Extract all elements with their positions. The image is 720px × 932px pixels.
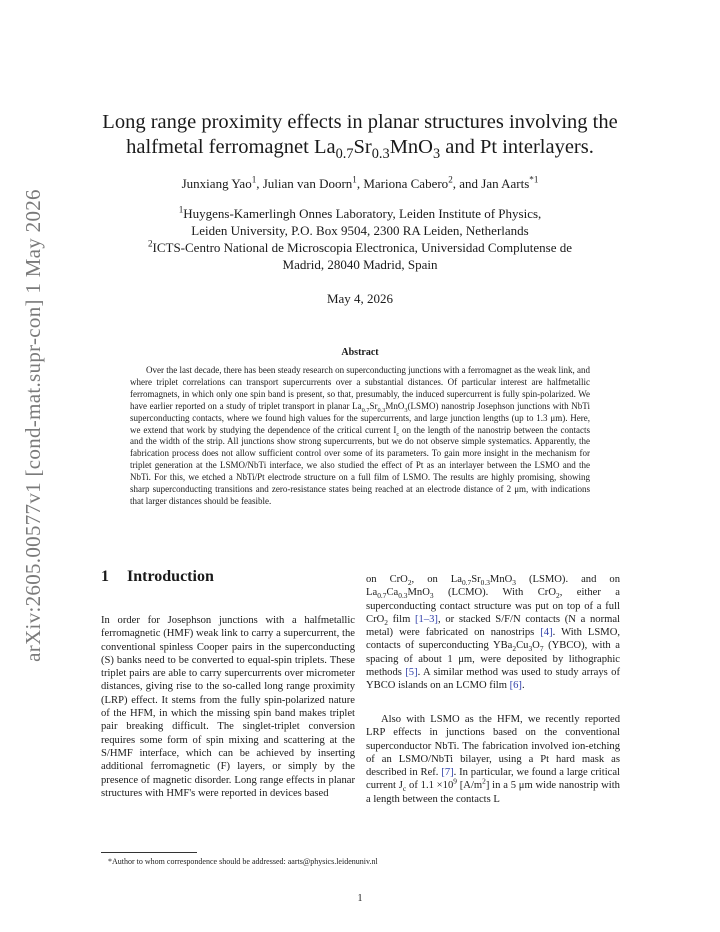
introduction-left-column: In order for Josephson junctions with a halfmetallic ferromagnetic (HMF) weak link to carry a supercurrent, the conventional spinless Cooper pairs in the superconducting (S) banks need to be converted to equal-spin triplets. These triplet pairs are able to carry supercurrents over micrometer distances, giving rise to the so-called long range proximity (LRP) effect. It stems from the fully spin-polarized nature of the HFM, in which the missing spin band makes triplet pair breaking difficult. The singlet-triplet conversion requires some form of spin mixing and scattering at the S/HMF interface, which can be achieved by inserting additional ferromagnetic (F) layers, or simply by the presence of magnetic disorder. Long range effects in planar structures with HMF's were reported in devices based <box>101 615 355 799</box>
introduction-right-paragraph-2: Also with LSMO as the HFM, we recently reported LRP effects in junctions based on the conventional superconductor NbTi. The fabrication involved ion-etching of an LSMO/NbTi bilayer, using a Pt hard mask as described in Ref. [7]. In particular, we found a large critical current $J_c$ of $1.1 \times 10^9$ $[A/m^2]$ in a 5 μm wide nanostrip with a length between the contacts L <box>366 714 620 805</box>
title-line-1: Long range proximity effects in planar structures involving the <box>102 111 618 133</box>
section-title: Introduction <box>127 568 214 585</box>
paper-title <box>90 110 630 163</box>
citation-link[interactable]: [6] <box>509 680 522 692</box>
arxiv-identifier-text: arXiv:2605.00577v1 [cond-mat.supr-con] 1 May 2026 <box>20 188 45 662</box>
abstract-body: Over the last decade, there has been steady research on superconducting junctions with a ferromagnet as the weak link, and where triplet correlations can transport supercurrents over a substantial distances. Of particular interest are halfmetallic ferromagnets, in which only one spin band is present, so that, presumably, the induced supercurrent is fully spin-polarized. We have earlier reported on a study of triplet transport in planar $La_{0.7}Sr_{0.3}MnO_3(LSMO)$ nanostrip Josephson junctions with NbTi superconducting contacts, where we found high values for the supercurrents, and large junction lengths (up to 1.3 μm). Here, we extend that work by studying the dependence of the critical current $I_c$ on the length of the nanostrip between the contacts and the width of the strip. All junctions show strong supercurrents, but we do not observe simple systematics. Apparently, the fabrication process does not allow sufficient control over some of its parameters. To gain more insight in the mechanism for triplet generation at the LSMO/NbTi interface, we also studied the effect of Pt as an interlayer between the LSMO and the NbTi. For this, we etched a NbTi/Pt electrode structure on a full film of LSMO. The results are highly promising, showing sharp superconducting transitions and zero-resistance states being reached at an electrode distance of 2 μm, with indications that larger distances should be feasible. <box>130 365 590 506</box>
arxiv-identifier-stamp <box>16 188 50 662</box>
title-line-2: halfmetal ferromagnet $La_{0.7}Sr_{0.3}MnO_3$ and Pt interlayers. <box>126 136 594 163</box>
correspondence-footnote: *Author to whom correspondence should be addressed: aarts@physics.leidenuniv.nl <box>108 857 378 866</box>
citation-link[interactable]: [4] <box>540 627 553 639</box>
introduction-right-paragraph-1: on CrO$_2$, on $La_{0.7}Sr_{0.3}MnO_3$ (LSMO). and on $La_{0.7}Ca_{0.3}MnO_3$ (LCMO). With CrO$_2$, either a superconducting contact structure was put on top of a full CrO$_2$ film [1–3], or stacked S/F/N contacts (N a normal metal) were fabricated on nanostrips [4]. With LSMO, contacts of superconducting $YBa_2Cu_3O_7$ (YBCO), with a spacing of about 1 μm, were deposited by lithographic methods [5]. A similar method was used to study arrays of YBCO islands on an LCMO film [6]. <box>366 574 621 692</box>
citation-link[interactable]: [1–3] <box>415 613 438 625</box>
citation-link[interactable]: [5] <box>405 667 418 679</box>
affiliation-2-line-2: Madrid, 28040 Madrid, Spain <box>282 257 438 272</box>
affiliation-1-line-1: $^1$Huygens-Kamerlingh Onnes Laboratory, Leiden Institute of Physics, <box>178 204 542 221</box>
author-list: Junxiang Yao$^1$, Julian van Doorn$^1$, Mariona Cabero$^2$, and Jan Aarts$^{*1}$ <box>181 174 539 191</box>
footnote-divider <box>101 852 197 853</box>
section-number: 1 <box>101 568 109 585</box>
page-number: 1 <box>357 893 363 904</box>
affiliation-1-line-2: Leiden University, P.O. Box 9504, 2300 RA Leiden, Netherlands <box>191 223 529 238</box>
citation-link[interactable]: [7] <box>441 767 454 779</box>
publication-date: May 4, 2026 <box>326 291 394 306</box>
abstract-heading: Abstract <box>341 347 379 358</box>
section-heading-introduction <box>101 568 214 586</box>
affiliation-2-line-1: $^2$ICTS-Centro National de Microscopia Electronica, Universidad Complutense de <box>147 238 573 255</box>
affiliations <box>100 205 620 273</box>
